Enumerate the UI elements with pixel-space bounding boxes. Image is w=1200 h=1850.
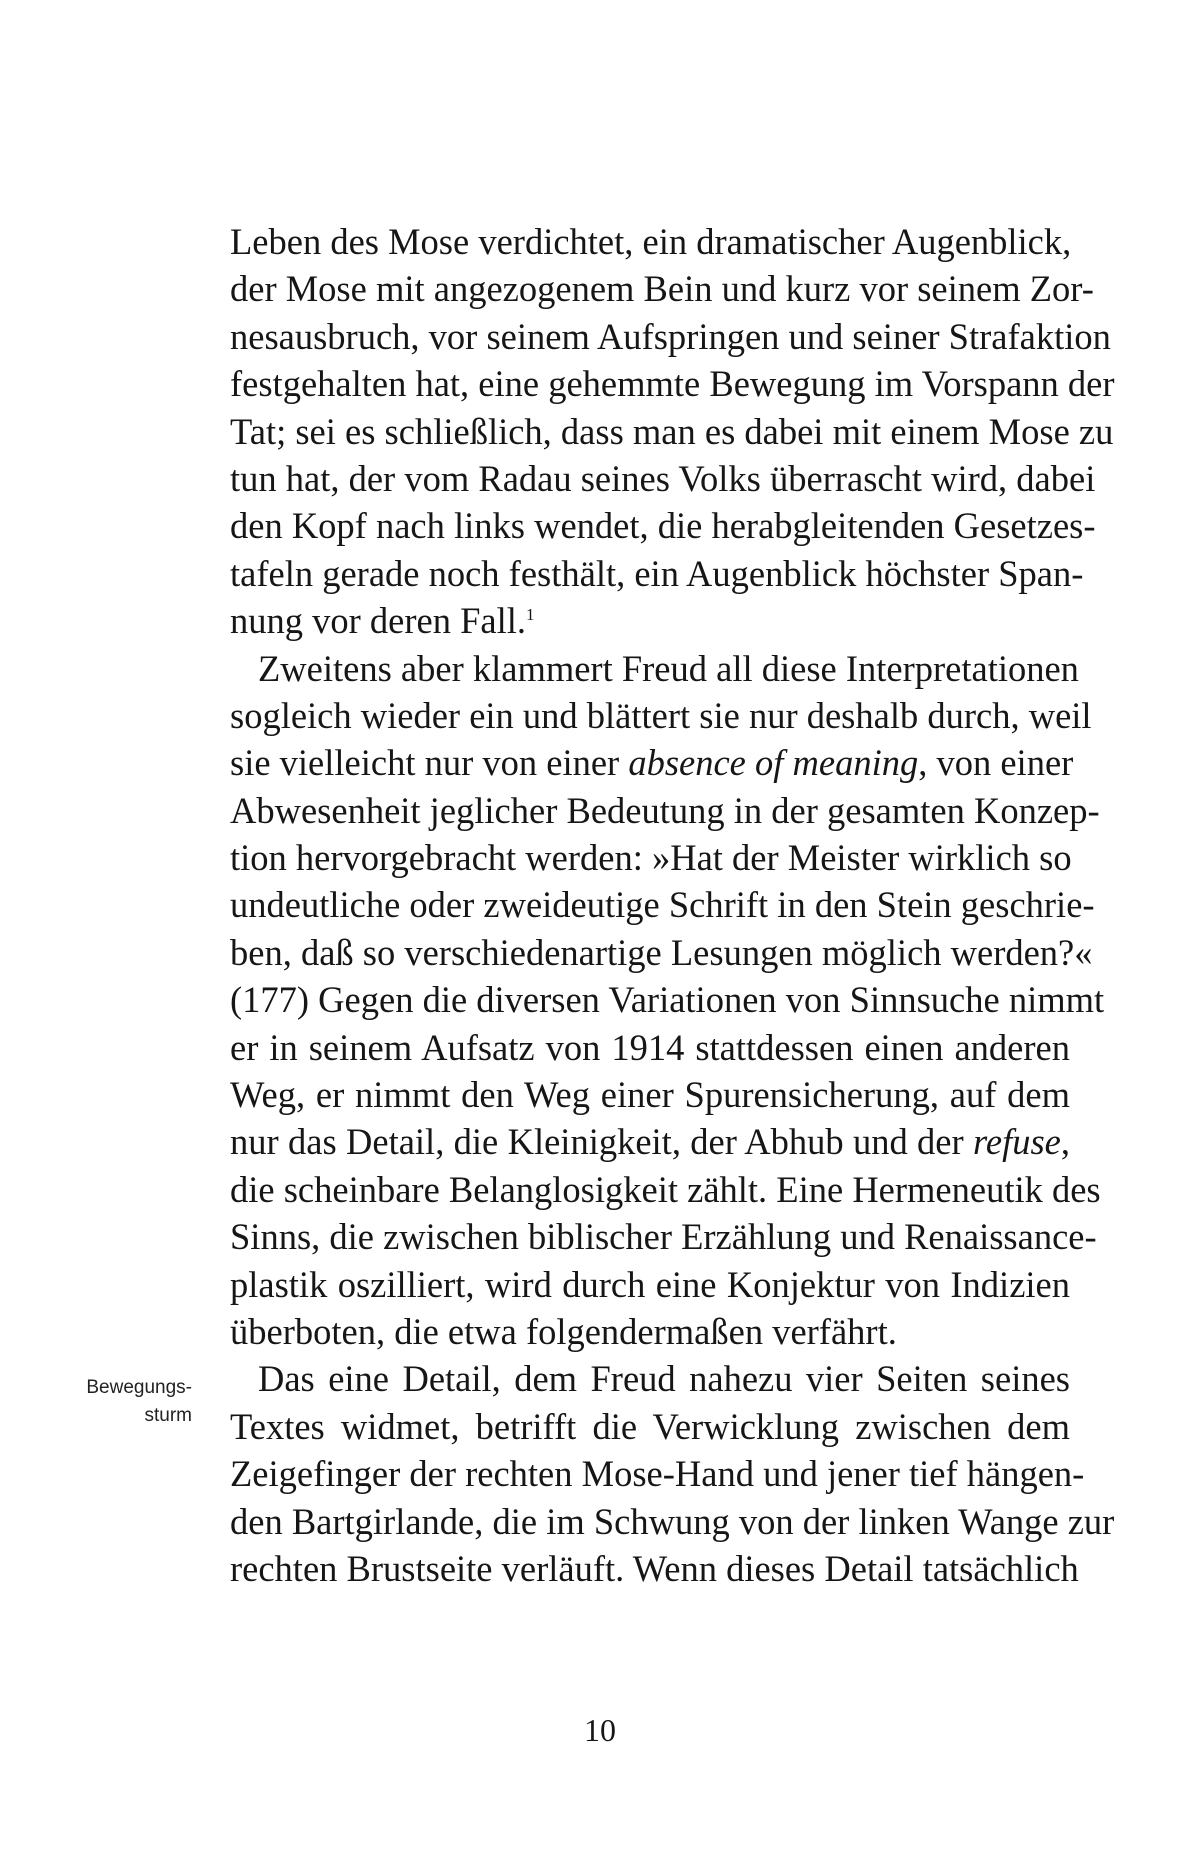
margin-note xyxy=(70,1374,192,1430)
text-line xyxy=(230,1118,1070,1165)
text-fragment: nung vor deren Fall. xyxy=(230,600,526,642)
page-number: 10 xyxy=(584,1712,616,1748)
text-fragment: , xyxy=(1060,1121,1070,1163)
text-line: Zeigefinger der rechten Mose-Hand und jener tief hängen- xyxy=(230,1453,1085,1495)
text-line: sogleich wieder ein und blättert sie nur deshalb durch, weil xyxy=(230,694,1092,736)
text-line: Das eine Detail, dem Freud nahezu vier Seiten seines xyxy=(258,1358,1070,1400)
text-line xyxy=(230,739,1074,786)
text-fragment: nur das Detail, die Kleinigkeit, der Abhub und der xyxy=(230,1121,974,1163)
text-line: (177) Gegen die diversen Variationen von Sinnsuche nimmt xyxy=(230,979,1105,1021)
text-line: Leben des Mose verdichtet, ein dramatischer Augenblick, xyxy=(230,221,1072,262)
text-line: Weg, er nimmt den Weg einer Spurensicherung, auf dem xyxy=(230,1074,1070,1116)
text-line: Tat; sei es schließlich, dass man es dabei mit einem Mose zu xyxy=(230,410,1114,452)
italic-phrase: refuse xyxy=(973,1121,1061,1163)
text-line: Sinns, die zwischen biblischer Erzählung und Renaissance- xyxy=(230,1216,1097,1258)
text-line: plastik oszilliert, wird durch eine Konjektur von Indizien xyxy=(230,1263,1070,1305)
text-fragment: , von einer xyxy=(918,742,1074,784)
text-line: rechten Brustseite verläuft. Wenn dieses Detail tatsächlich xyxy=(230,1547,1079,1589)
text-line: nesausbruch, vor seinem Aufspringen und seiner Strafaktion xyxy=(230,315,1111,357)
text-line: Zweitens aber klammert Freud all diese Interpretationen xyxy=(258,647,1079,689)
text-line: tafeln gerade noch festhält, ein Augenblick höchster Span- xyxy=(230,552,1084,594)
text-line: er in seinem Aufsatz von 1914 stattdessen einen anderen xyxy=(230,1026,1070,1068)
text-fragment: sie vielleicht nur von einer xyxy=(230,742,629,784)
text-line: Textes widmet, betrifft die Verwicklung zwischen dem xyxy=(230,1405,1070,1447)
text-line: ben, daß so verschiedenartige Lesungen möglich werden?« xyxy=(230,931,1093,973)
text-line xyxy=(230,597,1070,644)
margin-note-line: sturm xyxy=(144,1405,192,1426)
text-line: die scheinbare Belanglosigkeit zählt. Eine Hermeneutik des xyxy=(230,1168,1101,1210)
text-line: überboten, die etwa folgendermaßen verfährt. xyxy=(230,1310,897,1352)
text-line: tion hervorgebracht werden: »Hat der Meister wirklich so xyxy=(230,837,1072,879)
text-line: der Mose mit angezogenem Bein und kurz vor seinem Zor- xyxy=(230,268,1094,310)
text-line: festgehalten hat, eine gehemmte Bewegung im Vorspann der xyxy=(230,363,1115,405)
text-line: undeutliche oder zweideutige Schrift in den Stein geschrie- xyxy=(230,884,1095,926)
margin-note-line: Bewegungs- xyxy=(86,1377,192,1398)
footnote-marker[interactable]: 1 xyxy=(526,604,535,624)
text-line: den Kopf nach links wendet, die herabgleitenden Gesetzes- xyxy=(230,505,1096,547)
text-line: Abwesenheit jeglicher Bedeutung in der gesamten Konzep- xyxy=(230,789,1100,831)
text-line: tun hat, der vom Radau seines Volks überrascht wird, dabei xyxy=(230,457,1096,499)
body-text xyxy=(230,218,1115,1592)
text-line: den Bartgirlande, die im Schwung von der linken Wange zur xyxy=(230,1500,1115,1542)
italic-phrase: absence of meaning xyxy=(628,742,919,784)
